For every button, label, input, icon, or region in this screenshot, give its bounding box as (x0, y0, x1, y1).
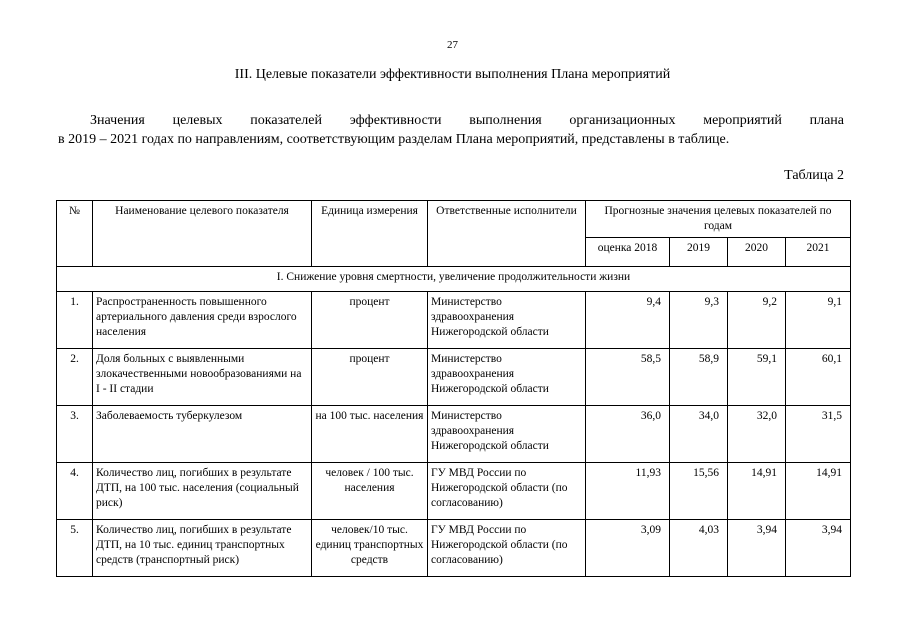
row-value: 14,91 (786, 463, 851, 520)
header-forecast: Прогнозные значения целевых показателей по годам (586, 201, 851, 238)
row-num: 3. (57, 406, 93, 463)
row-responsible: ГУ МВД России по Нижегородской области (по согласованию) (428, 520, 586, 577)
row-value: 11,93 (586, 463, 670, 520)
row-num: 1. (57, 292, 93, 349)
row-unit: человек / 100 тыс. населения (312, 463, 428, 520)
header-year: оценка 2018 (586, 238, 670, 267)
row-responsible: ГУ МВД России по Нижегородской области (по согласованию) (428, 463, 586, 520)
row-unit: процент (312, 349, 428, 406)
page-number: 27 (447, 39, 458, 51)
row-value: 9,1 (786, 292, 851, 349)
row-responsible: Министерство здравоохранения Нижегородской области (428, 292, 586, 349)
row-value: 60,1 (786, 349, 851, 406)
row-value: 3,09 (586, 520, 670, 577)
table-header-row (57, 201, 851, 238)
header-unit: Единица измерения (312, 201, 428, 267)
row-value: 9,4 (586, 292, 670, 349)
row-value: 9,3 (670, 292, 728, 349)
row-value: 3,94 (786, 520, 851, 577)
row-value: 36,0 (586, 406, 670, 463)
row-indicator-name: Количество лиц, погибших в результате ДТП, на 10 тыс. единиц транспортных средств (транспортный риск) (93, 520, 312, 577)
row-indicator-name: Количество лиц, погибших в результате ДТП, на 100 тыс. населения (социальный риск) (93, 463, 312, 520)
row-value: 32,0 (728, 406, 786, 463)
row-num: 5. (57, 520, 93, 577)
header-responsible: Ответственные исполнители (428, 201, 586, 267)
table-row (57, 292, 851, 349)
row-unit: человек/10 тыс. единиц транспортных средств (312, 520, 428, 577)
row-value: 59,1 (728, 349, 786, 406)
row-responsible: Министерство здравоохранения Нижегородской области (428, 406, 586, 463)
row-value: 58,5 (586, 349, 670, 406)
row-value: 9,2 (728, 292, 786, 349)
row-value: 15,56 (670, 463, 728, 520)
row-indicator-name: Доля больных с выявленными злокачественными новообразованиями на I - II стадии (93, 349, 312, 406)
row-unit: процент (312, 292, 428, 349)
header-indicator-name: Наименование целевого показателя (93, 201, 312, 267)
header-num: № (57, 201, 93, 267)
row-num: 4. (57, 463, 93, 520)
header-year: 2019 (670, 238, 728, 267)
row-responsible: Министерство здравоохранения Нижегородской области (428, 349, 586, 406)
section-row (57, 267, 851, 292)
row-indicator-name: Распространенность повышенного артериального давления среди взрослого населения (93, 292, 312, 349)
table-row (57, 349, 851, 406)
row-value: 14,91 (728, 463, 786, 520)
row-indicator-name: Заболеваемость туберкулезом (93, 406, 312, 463)
intro-line-1: Значения целевых показателей эффективности выполнения организационных мероприятий плана (90, 113, 844, 128)
row-unit: на 100 тыс. населения (312, 406, 428, 463)
row-value: 4,03 (670, 520, 728, 577)
row-value: 58,9 (670, 349, 728, 406)
section-title: III. Целевые показатели эффективности выполнения Плана мероприятий (234, 67, 671, 82)
header-year: 2020 (728, 238, 786, 267)
indicators-table (56, 200, 851, 577)
intro-paragraph (58, 111, 844, 149)
header-year: 2021 (786, 238, 851, 267)
intro-line-2: в 2019 – 2021 годах по направлениям, соответствующим разделам Плана мероприятий, представлены в таблице. (58, 132, 730, 147)
table-row (57, 406, 851, 463)
section-heading: I. Снижение уровня смертности, увеличение продолжительности жизни (57, 267, 851, 292)
table-row (57, 463, 851, 520)
row-num: 2. (57, 349, 93, 406)
row-value: 31,5 (786, 406, 851, 463)
table-caption: Таблица 2 (784, 168, 844, 183)
table-row (57, 520, 851, 577)
row-value: 3,94 (728, 520, 786, 577)
row-value: 34,0 (670, 406, 728, 463)
